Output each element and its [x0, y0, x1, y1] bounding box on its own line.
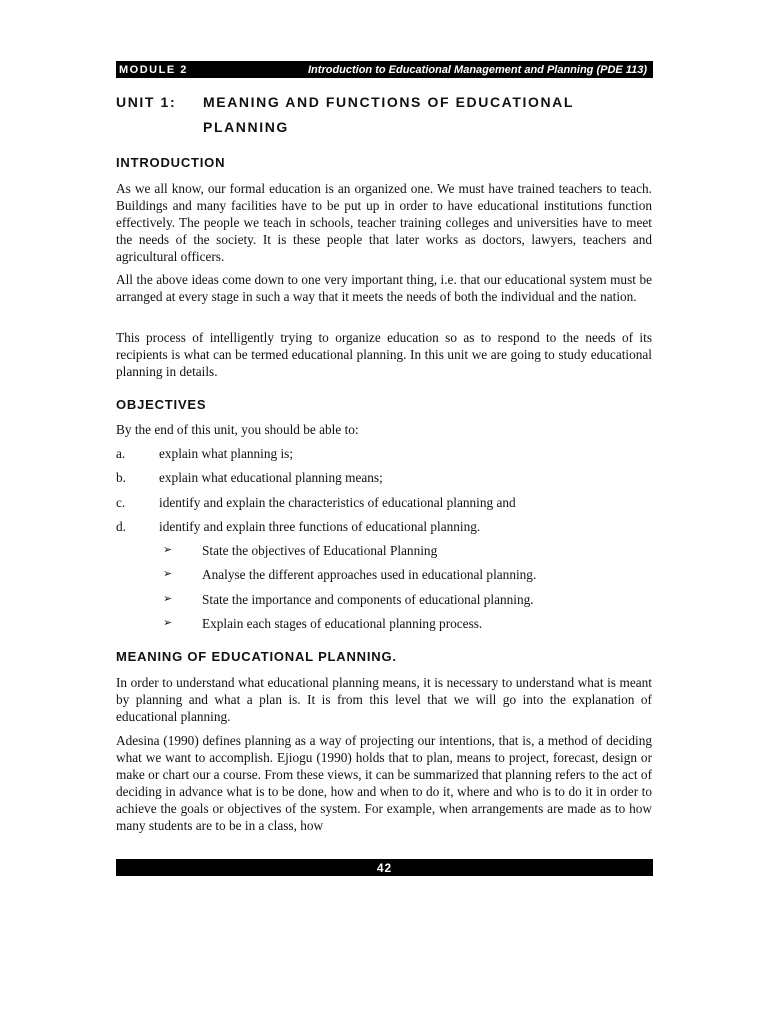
objective-text: explain what planning is; — [159, 446, 294, 461]
course-title: Introduction to Educational Management and Planning (PDE 113) — [308, 63, 647, 76]
unit-title-line-2: PLANNING — [203, 119, 289, 135]
objectives-heading: OBJECTIVES — [116, 397, 207, 412]
objective-text: identify and explain three functions of educational planning. — [159, 519, 481, 534]
introduction-heading: INTRODUCTION — [116, 155, 226, 170]
page-number: 42 — [376, 860, 393, 875]
meaning-heading: MEANING OF EDUCATIONAL PLANNING. — [116, 649, 397, 664]
objectives-intro: By the end of this unit, you should be able to: — [116, 422, 359, 437]
intro-paragraph-1: As we all know, our formal education is an organized one. We must have trained teachers to teach. Buildings and many facilities have to be put up in order to have educational institutions function effectively. The people we teach in schools, teacher training colleges and universities have to meet the needs of the society. It is these people that later works as doctors, lawyers, teachers and agricultural officers. — [116, 181, 652, 264]
meaning-paragraph-1: In order to understand what educational planning means, it is necessary to understand what is meant by planning and what a plan is. It is from this level that we will go into the explanation of educational planning. — [116, 675, 652, 724]
page-footer — [116, 859, 653, 876]
meaning-paragraph-2: Adesina (1990) defines planning as a way of projecting our intentions, that is, a method of deciding what we want to accomplish. Ejiogu (1990) holds that to plan, means to project, forecast, design or make or chart our a course. From these views, it can be summarized that planning refers to the act of deciding in advance what is to be done, how and when to do it, where and who is to do it in order to achieve the goals or objectives of the system. For example, when arrangements are made as to how many students are to be in a class, how — [116, 733, 652, 833]
bullet-text: Explain each stages of educational planning process. — [202, 616, 483, 631]
running-header — [116, 61, 653, 78]
arrow-bullet-icon: ➢ — [163, 544, 173, 556]
objective-marker: a. — [116, 446, 126, 461]
objective-marker: d. — [116, 519, 126, 534]
objective-text: identify and explain the characteristics of educational planning and — [159, 495, 516, 510]
intro-paragraph-2: All the above ideas come down to one very important thing, i.e. that our educational system must be arranged at every stage in such a way that it meets the needs of both the individual and the nation. — [116, 272, 652, 304]
objective-marker: b. — [116, 470, 126, 485]
objective-marker: c. — [116, 495, 126, 510]
bullet-text: State the importance and components of educational planning. — [202, 592, 534, 607]
unit-label: UNIT 1: — [116, 94, 177, 110]
unit-title-text — [203, 90, 653, 140]
arrow-bullet-icon: ➢ — [163, 568, 173, 580]
arrow-bullet-icon: ➢ — [163, 617, 173, 629]
bullet-text: State the objectives of Educational Planning — [202, 543, 438, 558]
unit-title-line-1: MEANING AND FUNCTIONS OF EDUCATIONAL — [203, 94, 575, 110]
arrow-bullet-icon: ➢ — [163, 593, 173, 605]
intro-paragraph-3: This process of intelligently trying to organize education so as to respond to the needs of its recipients is what can be termed educational planning. In this unit we are going to study educational planning in details. — [116, 330, 652, 379]
module-label: MODULE 2 — [119, 63, 188, 76]
bullet-text: Analyse the different approaches used in educational planning. — [202, 567, 537, 582]
objective-text: explain what educational planning means; — [159, 470, 383, 485]
